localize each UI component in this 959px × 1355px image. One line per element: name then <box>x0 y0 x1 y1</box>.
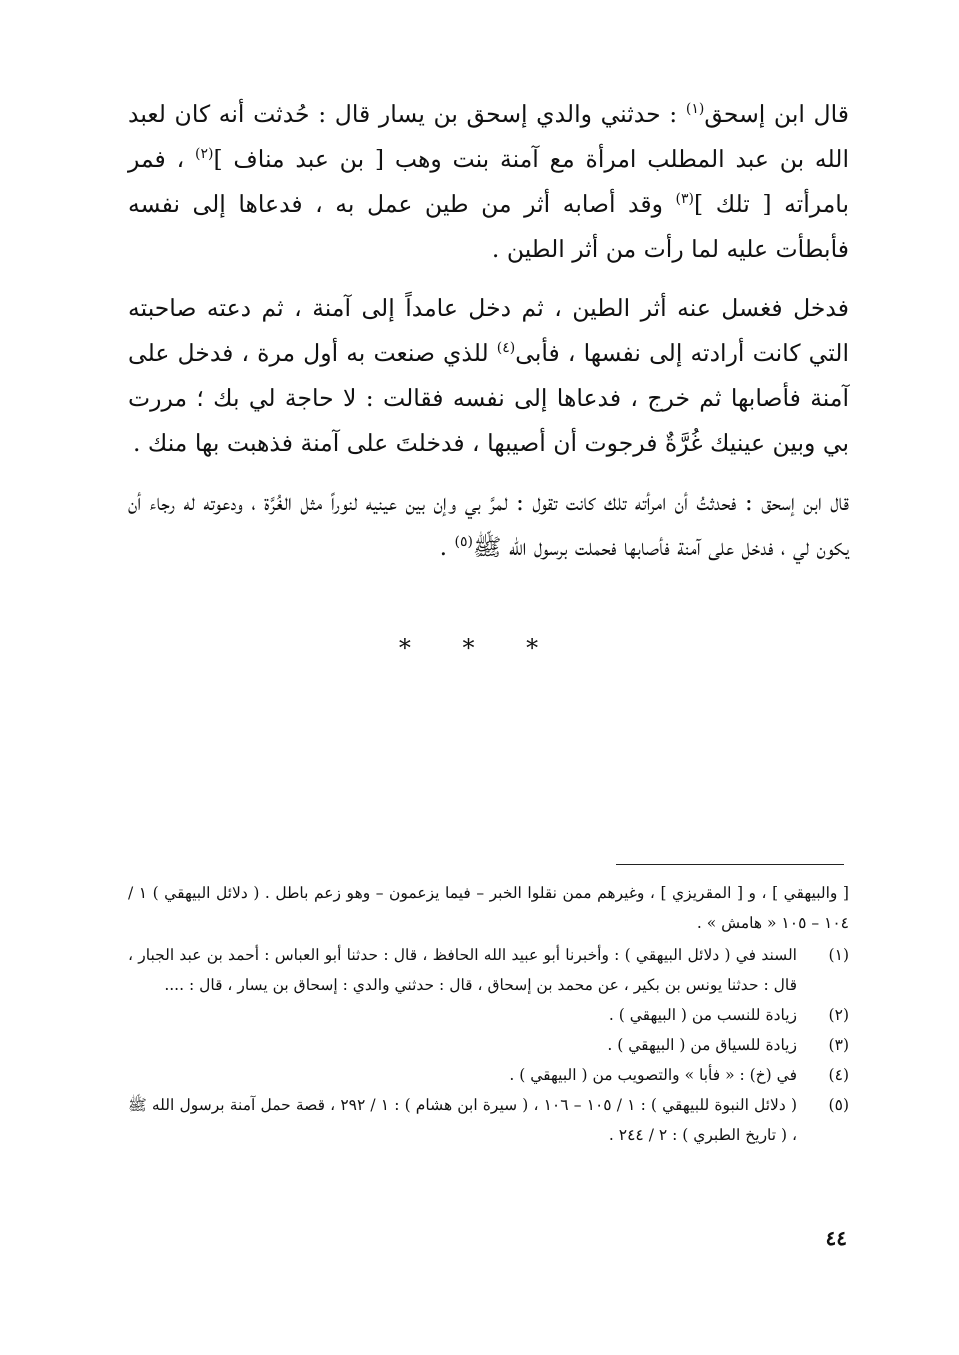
footnote-5 <box>128 1090 849 1150</box>
page-number: ٤٤ <box>825 1226 847 1250</box>
footnote-marker-3[interactable]: (٣) <box>675 191 694 207</box>
footnote-marker-2[interactable]: (٢) <box>194 146 214 162</box>
footnote-4 <box>128 1060 849 1090</box>
footnote-text: السند في ( دلائل البيهقي ) : وأخبرنا أبو عبيد الله الحافظ ، قال : حدثنا أبو العباس : أحمد بن عبد الجبار ، قال : حدثنا يونس بن بكير ، عن محمد بن إسحاق ، قال : حدثني والدي : إسحاق بن يسار ، قال : .... <box>128 946 797 994</box>
main-text <box>128 92 849 584</box>
footnote-marker-5[interactable]: (٥) <box>454 534 473 550</box>
section-separator: * * * <box>398 634 561 662</box>
footnote-3 <box>128 1030 849 1060</box>
paragraph-1 <box>128 92 849 272</box>
footnote-marker-4[interactable]: (٤) <box>496 340 516 356</box>
text-run: قال ابن إسحق : فحدثتُ أن امرأته تلك كانت تقول : لمرَّ بي وإن بين عينيه لنوراً مثل الغُرَّة ، ودعوته له رجاء أن يكون لي ، فدخل على آمنة فأصابها فحملت برسول الله ﷺ <box>128 488 849 561</box>
footnote-text: في (خ) : « فأبا » والتصويب من ( البيهقي ) . <box>509 1066 797 1084</box>
footnote-2 <box>128 1000 849 1030</box>
footnote-number: (٥) <box>828 1096 849 1114</box>
footnote-number: (٢) <box>828 1006 849 1024</box>
footnotes <box>128 878 849 1150</box>
footnote-continuation: [ والبيهقي ] ، و [ المقريزي ] ، وغيرهم ممن نقلوا الخبر – فيما يزعمون – وهو زعم باطل . ( دلائل البيهقي ) ١ / ١٠٤ – ١٠٥ « هامش » . <box>128 884 849 932</box>
footnote-divider <box>616 864 844 865</box>
text-run: فدخل فغسل عنه أثر الطين ، ثم دخل عامداً إلى آمنة ، ثم دعته صاحبته التي كانت أرادته إلى نفسها ، فأبى <box>128 294 849 367</box>
paragraph-3 <box>128 480 849 570</box>
paragraph-2 <box>128 286 849 466</box>
footnote-number: (٤) <box>828 1066 849 1084</box>
text-run: قال ابن إسحق <box>704 100 849 128</box>
text-run: . <box>439 533 455 561</box>
footnote-number: (١) <box>828 946 849 964</box>
footnote-text: زيادة للنسب من ( البيهقي ) . <box>608 1006 797 1024</box>
text-run: : حدثني والدي إسحق بن يسار قال : حُدثت أنه كان لعبد الله بن عبد المطلب امرأة مع آمنة بنت وهب [ بن عبد مناف ] <box>128 100 850 173</box>
text-run: ، فمر بامرأته [ تلك ] <box>128 145 849 218</box>
footnote-text: زيادة للسياق من ( البيهقي ) . <box>607 1036 797 1054</box>
footnote-text: ( دلائل النبوة للبيهقي ) : ١ / ١٠٥ – ١٠٦ ، ( سيرة ابن هشام ) : ١ / ٢٩٢ ، قصة حمل آمنة برسول الله ﷺ ، ( تاريخ الطبري ) : ٢ / ٢٤٤ . <box>128 1096 797 1144</box>
text-run: وقد أصابه أثر من طين عمل به ، فدعاها إلى نفسه فأبطأت عليه لما رأت من أثر الطين . <box>128 190 849 263</box>
text-run: للذي صنعت به أول مرة ، فدخل على آمنة فأصابها ثم خرج ، فدعاها إلى نفسه فقالت : لا حاجة لي بك ؛ مررت بي وبين عينيك غُرَّةٌ فرجوت أن أصيبها ، فدخلتَ على آمنة فذهبت بها منك . <box>128 339 849 457</box>
footnote-marker-1[interactable]: (١) <box>685 101 705 117</box>
footnote-1 <box>128 940 849 1000</box>
footnote-number: (٣) <box>828 1036 849 1054</box>
